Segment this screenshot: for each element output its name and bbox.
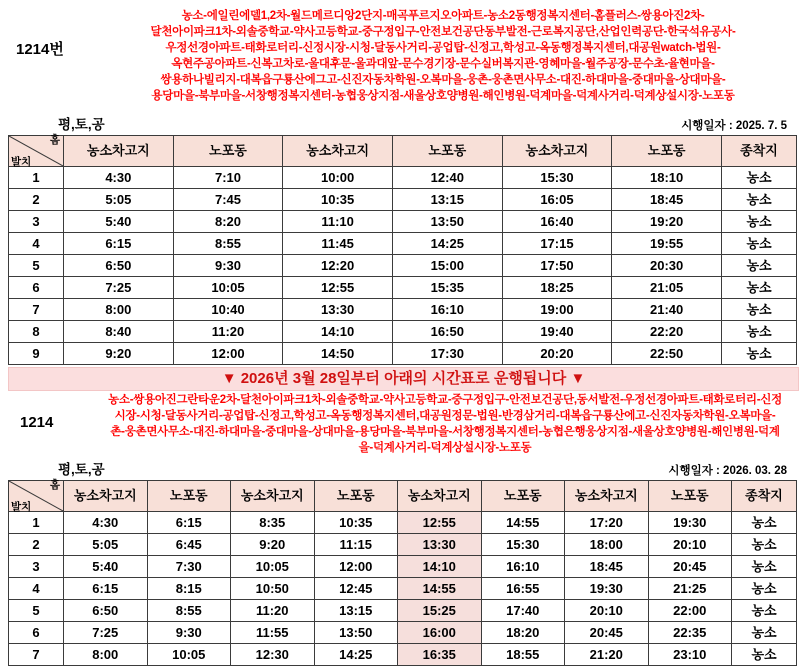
departure-time-cell: 18:45 (565, 556, 649, 578)
departure-time-cell: 16:40 (502, 211, 612, 233)
row-number: 9 (9, 343, 64, 365)
table-row (9, 622, 797, 644)
departure-time-cell: 8:35 (231, 512, 315, 534)
timetable-1-corner-cell (9, 136, 64, 167)
departure-time-cell: 13:15 (392, 189, 502, 211)
table-row (9, 578, 797, 600)
route-1-line: 농소-에일린에델1,2차-월드메르디앙2단지-매곡푸르지오아파트-농소2동행정복지센터-홈플러스-쌍용아진2차- (181, 10, 705, 22)
departure-time-cell: 16:05 (502, 189, 612, 211)
departure-time-cell: 12:40 (392, 167, 502, 189)
departure-time-cell: 9:30 (173, 255, 283, 277)
table-row (9, 189, 797, 211)
departure-time-cell: 12:20 (283, 255, 393, 277)
departure-time-cell: 7:10 (173, 167, 283, 189)
departure-time-cell: 8:20 (173, 211, 283, 233)
departure-time-cell: 18:20 (481, 622, 565, 644)
departure-time-cell: 13:15 (314, 600, 398, 622)
terminus-cell: 농소 (732, 600, 797, 622)
timetable-1-header (8, 113, 797, 135)
departure-time-cell: 12:45 (314, 578, 398, 600)
departure-time-cell: 14:10 (283, 321, 393, 343)
departure-time-cell: 12:00 (173, 343, 283, 365)
terminus-cell: 농소 (732, 534, 797, 556)
departure-time-cell: 16:35 (398, 644, 482, 666)
timetable-2-col-1: 노포동 (147, 481, 231, 512)
departure-time-cell: 7:45 (173, 189, 283, 211)
departure-time-cell: 9:20 (64, 343, 174, 365)
timetable-2-col-0: 농소차고지 (64, 481, 148, 512)
departure-time-cell: 7:25 (64, 277, 174, 299)
terminus-cell: 농소 (732, 556, 797, 578)
timetable-2-header (8, 458, 797, 480)
departure-time-cell: 5:40 (64, 556, 148, 578)
departure-time-cell: 11:20 (173, 321, 283, 343)
table-row (9, 233, 797, 255)
departure-time-cell: 18:00 (565, 534, 649, 556)
departure-time-cell: 15:25 (398, 600, 482, 622)
route-1-line: 쌍용하나빌리지-대복읍구룡산에그고-신진자동차학원-오복마을-웅촌-웅촌면사무소-대진-하대마을-중대마을-상대마을- (160, 74, 726, 86)
timetable-1-col-1: 노포동 (173, 136, 283, 167)
departure-time-cell: 18:45 (612, 189, 722, 211)
row-number: 3 (9, 556, 64, 578)
timetable-2-col-7: 노포동 (648, 481, 732, 512)
table-row (9, 644, 797, 666)
departure-time-cell: 11:10 (283, 211, 393, 233)
departure-time-cell: 6:15 (64, 578, 148, 600)
departure-time-cell: 8:55 (147, 600, 231, 622)
corner-label-top: 홈 (49, 479, 60, 491)
departure-time-cell: 8:00 (64, 299, 174, 321)
departure-time-cell: 14:25 (392, 233, 502, 255)
timetable-1 (8, 113, 797, 365)
departure-time-cell: 13:50 (314, 622, 398, 644)
departure-time-cell: 4:30 (64, 512, 148, 534)
departure-time-cell: 17:30 (392, 343, 502, 365)
timetable-1-col-0: 농소차고지 (64, 136, 174, 167)
departure-time-cell: 9:20 (231, 534, 315, 556)
table-row (9, 600, 797, 622)
departure-time-cell: 20:10 (565, 600, 649, 622)
corner-label-bottom: 발치 (11, 156, 32, 168)
departure-time-cell: 14:10 (398, 556, 482, 578)
departure-time-cell: 11:45 (283, 233, 393, 255)
timetable-1-col-3: 노포동 (392, 136, 502, 167)
departure-time-cell: 16:10 (392, 299, 502, 321)
departure-time-cell: 14:25 (314, 644, 398, 666)
terminus-cell: 농소 (722, 277, 797, 299)
departure-time-cell: 19:30 (648, 512, 732, 534)
departure-time-cell: 18:25 (502, 277, 612, 299)
table-row (9, 556, 797, 578)
row-number: 6 (9, 277, 64, 299)
timetable-1-table (8, 135, 797, 365)
departure-time-cell: 15:00 (392, 255, 502, 277)
departure-time-cell: 10:05 (231, 556, 315, 578)
terminus-cell: 농소 (722, 233, 797, 255)
departure-time-cell: 16:50 (392, 321, 502, 343)
departure-time-cell: 22:20 (612, 321, 722, 343)
departure-time-cell: 15:35 (392, 277, 502, 299)
table-row (9, 211, 797, 233)
route-1-line: 달천아이파크1차-외솔중학교-약사고등학교-중구정입구-안전보건공단동부발전-근로복지공단,산업인력공단-한국석유공사- (150, 26, 736, 38)
terminus-cell: 농소 (722, 167, 797, 189)
timetable-2-col-2: 농소차고지 (231, 481, 315, 512)
row-number: 2 (9, 189, 64, 211)
departure-time-cell: 6:45 (147, 534, 231, 556)
row-number: 5 (9, 600, 64, 622)
departure-time-cell: 21:20 (565, 644, 649, 666)
departure-time-cell: 16:10 (481, 556, 565, 578)
departure-time-cell: 20:10 (648, 534, 732, 556)
departure-time-cell: 16:00 (398, 622, 482, 644)
departure-time-cell: 19:20 (612, 211, 722, 233)
departure-time-cell: 13:30 (283, 299, 393, 321)
table-row (9, 321, 797, 343)
departure-time-cell: 4:30 (64, 167, 174, 189)
notice-banner: ▼ 2026년 3월 28일부터 아래의 시간표로 운행됩니다 ▼ (8, 367, 799, 391)
departure-time-cell: 6:15 (147, 512, 231, 534)
timetable-1-col-5: 노포동 (612, 136, 722, 167)
timetable-2 (8, 458, 797, 666)
departure-time-cell: 20:45 (648, 556, 732, 578)
departure-time-cell: 14:55 (398, 578, 482, 600)
departure-time-cell: 11:20 (231, 600, 315, 622)
departure-time-cell: 9:30 (147, 622, 231, 644)
route-1-line: 우정선경아파트-태화로터리-신정시장-시청-달동사거리-공업탑-신정고,학성고-옥동행정복지센터,대공원watch-법원- (165, 42, 721, 54)
departure-time-cell: 10:35 (283, 189, 393, 211)
terminus-cell: 농소 (722, 211, 797, 233)
timetable-1-col-6: 종착지 (722, 136, 797, 167)
timetable-1-effective-date: 시행일자 : 2025. 7. 5 (681, 120, 787, 132)
timetable-2-table (8, 480, 797, 666)
route-1-number: 1214번 (16, 41, 64, 58)
departure-time-cell: 17:40 (481, 600, 565, 622)
departure-time-cell: 21:05 (612, 277, 722, 299)
terminus-cell: 농소 (732, 622, 797, 644)
route-1-description (8, 8, 798, 104)
departure-time-cell: 14:55 (481, 512, 565, 534)
route-2-line: 촌-웅촌면사무소-대진-하대마을-중대마을-상대마을-용당마을-북부마을-서창행정복지센터-농협은행웅상지점-새울상호양병원-해인병원-덕계 (110, 426, 780, 438)
table-row (9, 299, 797, 321)
departure-time-cell: 19:30 (565, 578, 649, 600)
timetable-1-days: 평,토,공 (58, 117, 105, 132)
timetable-2-col-6: 농소차고지 (565, 481, 649, 512)
timetable-2-col-5: 노포동 (481, 481, 565, 512)
row-number: 8 (9, 321, 64, 343)
table-row (9, 255, 797, 277)
row-number: 4 (9, 578, 64, 600)
departure-time-cell: 5:05 (64, 534, 148, 556)
departure-time-cell: 15:30 (502, 167, 612, 189)
departure-time-cell: 10:05 (173, 277, 283, 299)
departure-time-cell: 10:05 (147, 644, 231, 666)
departure-time-cell: 13:30 (398, 534, 482, 556)
terminus-cell: 농소 (722, 255, 797, 277)
route-1-line: 용당마을-북부마을-서창행정복지센터-농협웅상지점-새울상호양병원-해인병원-덕계마을-덕계사거리-덕계상설시장-노포동 (151, 90, 735, 102)
timetable-2-effective-date: 시행일자 : 2026. 03. 28 (668, 465, 787, 477)
terminus-cell: 농소 (732, 644, 797, 666)
terminus-cell: 농소 (732, 578, 797, 600)
departure-time-cell: 8:40 (64, 321, 174, 343)
route-2-line: 을-덕계사거리-덕계상설시장-노포동 (358, 442, 532, 454)
departure-time-cell: 12:00 (314, 556, 398, 578)
departure-time-cell: 22:00 (648, 600, 732, 622)
departure-time-cell: 12:55 (398, 512, 482, 534)
row-number: 2 (9, 534, 64, 556)
terminus-cell: 농소 (732, 512, 797, 534)
departure-time-cell: 6:15 (64, 233, 174, 255)
departure-time-cell: 19:00 (502, 299, 612, 321)
departure-time-cell: 11:15 (314, 534, 398, 556)
table-row (9, 343, 797, 365)
terminus-cell: 농소 (722, 189, 797, 211)
departure-time-cell: 17:15 (502, 233, 612, 255)
departure-time-cell: 23:10 (648, 644, 732, 666)
departure-time-cell: 7:25 (64, 622, 148, 644)
departure-time-cell: 21:40 (612, 299, 722, 321)
timetable-2-days: 평,토,공 (58, 462, 105, 477)
timetable-1-head-row (9, 136, 797, 167)
timetable-1-col-4: 농소차고지 (502, 136, 612, 167)
row-number: 7 (9, 644, 64, 666)
departure-time-cell: 12:30 (231, 644, 315, 666)
table-row (9, 167, 797, 189)
departure-time-cell: 13:50 (392, 211, 502, 233)
departure-time-cell: 7:30 (147, 556, 231, 578)
row-number: 6 (9, 622, 64, 644)
route-2-line: 시장-시청-달동사거리-공업탑-신정고,학성고-옥동행정복지센터,대공원정문-법원-반경삼거리-대복읍구룡산에고-신진자동차학원-오복마을- (114, 410, 776, 422)
timetable-2-col-4: 농소차고지 (398, 481, 482, 512)
table-row (9, 277, 797, 299)
departure-time-cell: 10:40 (173, 299, 283, 321)
terminus-cell: 농소 (722, 299, 797, 321)
timetable-2-col-3: 노포동 (314, 481, 398, 512)
table-row (9, 512, 797, 534)
table-row (9, 534, 797, 556)
row-number: 3 (9, 211, 64, 233)
departure-time-cell: 6:50 (64, 600, 148, 622)
row-number: 7 (9, 299, 64, 321)
departure-time-cell: 11:55 (231, 622, 315, 644)
departure-time-cell: 20:20 (502, 343, 612, 365)
departure-time-cell: 5:40 (64, 211, 174, 233)
departure-time-cell: 20:45 (565, 622, 649, 644)
timetable-1-col-2: 농소차고지 (283, 136, 393, 167)
timetable-2-body (9, 512, 797, 666)
departure-time-cell: 8:00 (64, 644, 148, 666)
departure-time-cell: 18:55 (481, 644, 565, 666)
timetable-2-corner-cell (9, 481, 64, 512)
row-number: 1 (9, 512, 64, 534)
departure-time-cell: 8:55 (173, 233, 283, 255)
row-number: 5 (9, 255, 64, 277)
route-2-line: 농소-쌍용아진그란타운2차-달천아이파크1차-외솔중학교-약사고등학교-중구정입구-안전보건공단,동서발전-우정선경아파트-태화로터리-신정 (108, 394, 782, 406)
departure-time-cell: 18:10 (612, 167, 722, 189)
departure-time-cell: 17:50 (502, 255, 612, 277)
route-1-line: 옥현주공아파트-신복고차로-울대후문-울과대앞-문수경기장-문수실버복지관-영혜마을-월주공장-문수초-율현마을- (171, 58, 715, 70)
route-1-stop-list (88, 8, 798, 104)
departure-time-cell: 8:15 (147, 578, 231, 600)
route-2-description (8, 392, 798, 456)
departure-time-cell: 10:35 (314, 512, 398, 534)
departure-time-cell: 6:50 (64, 255, 174, 277)
departure-time-cell: 19:55 (612, 233, 722, 255)
route-2-stop-list (92, 392, 798, 456)
timetable-2-col-8: 종착지 (732, 481, 797, 512)
departure-time-cell: 19:40 (502, 321, 612, 343)
terminus-cell: 농소 (722, 321, 797, 343)
departure-time-cell: 14:50 (283, 343, 393, 365)
departure-time-cell: 10:00 (283, 167, 393, 189)
timetable-2-head-row (9, 481, 797, 512)
terminus-cell: 농소 (722, 343, 797, 365)
departure-time-cell: 15:30 (481, 534, 565, 556)
departure-time-cell: 21:25 (648, 578, 732, 600)
corner-label-top: 홈 (49, 134, 60, 146)
departure-time-cell: 20:30 (612, 255, 722, 277)
departure-time-cell: 10:50 (231, 578, 315, 600)
departure-time-cell: 17:20 (565, 512, 649, 534)
corner-label-bottom: 발치 (11, 501, 32, 513)
departure-time-cell: 22:35 (648, 622, 732, 644)
departure-time-cell: 5:05 (64, 189, 174, 211)
departure-time-cell: 16:55 (481, 578, 565, 600)
timetable-1-body (9, 167, 797, 365)
departure-time-cell: 22:50 (612, 343, 722, 365)
departure-time-cell: 12:55 (283, 277, 393, 299)
row-number: 1 (9, 167, 64, 189)
row-number: 4 (9, 233, 64, 255)
route-2-number: 1214 (20, 414, 54, 431)
